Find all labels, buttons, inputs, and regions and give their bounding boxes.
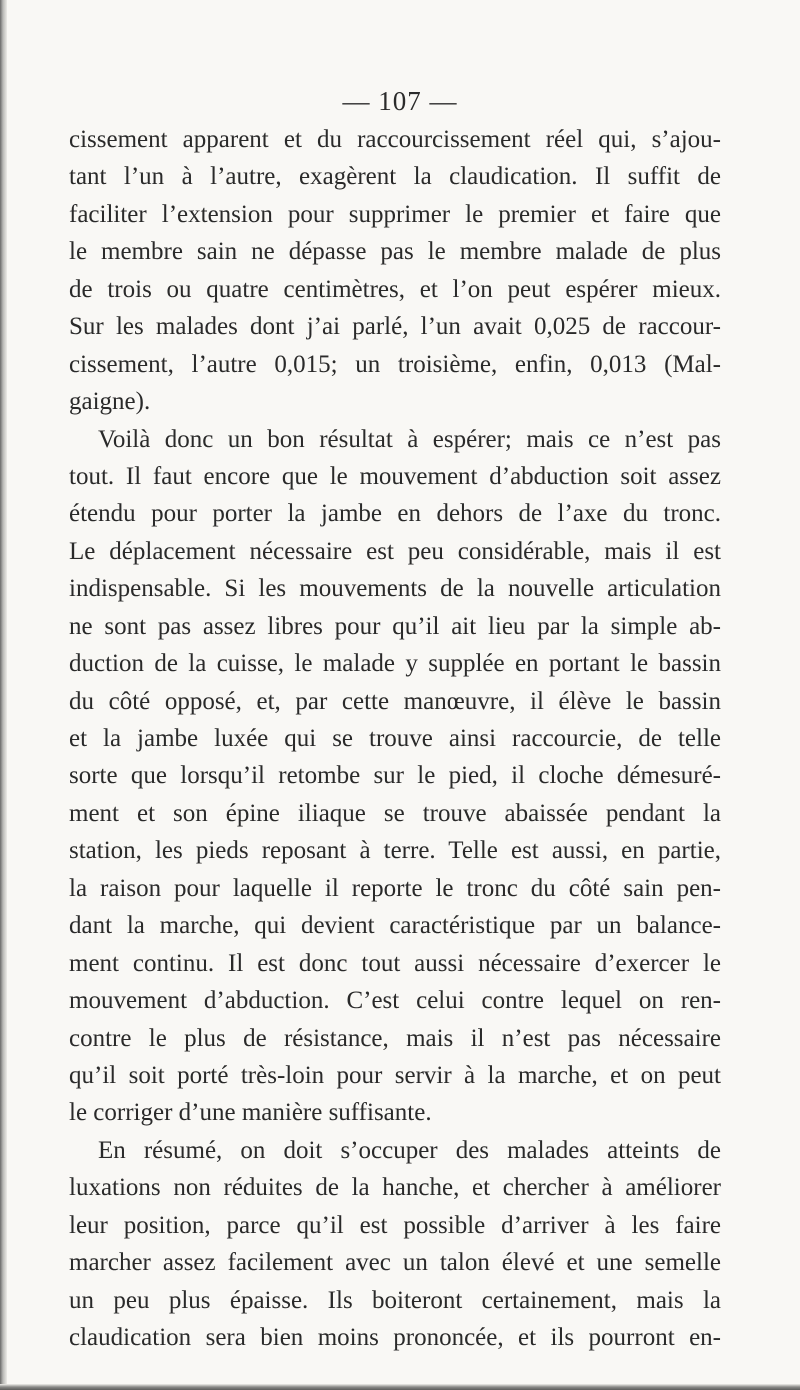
text-line: cissement apparent et du raccourcissement réel qui, s’ajou- [69, 126, 721, 153]
text-line: étendu pour porter la jambe en dehors de l’axe du tronc. [69, 500, 721, 528]
text-line: Le déplacement nécessaire est peu considérable, mais il est [69, 537, 721, 565]
text-line: un peu plus épaisse. Ils boiteront certainement, mais la [69, 1286, 721, 1314]
text-line: En résumé, on doit s’occuper des malades atteints de [98, 1136, 721, 1164]
text-line: du côté opposé, et, par cette manœuvre, il élève le bassin [69, 687, 721, 715]
text-line: qu’il soit porté très-loin pour servir à la marche, et on peut [69, 1061, 721, 1089]
text-line: et la jambe luxée qui se trouve ainsi raccourcie, de telle [69, 725, 721, 752]
text-line: contre le plus de résistance, mais il n’est pas nécessaire [69, 1024, 721, 1052]
text-line: Sur les malades dont j’ai parlé, l’un avait 0,025 de raccour- [69, 313, 721, 341]
text-line: le corriger d’une manière suffisante. [69, 1099, 432, 1127]
page-bottom-edge [0, 1384, 800, 1390]
text-line: tant l’un à l’autre, exagèrent la claudication. Il suffit de [69, 163, 721, 191]
text-line: marcher assez facilement avec un talon élevé et une semelle [69, 1249, 721, 1277]
text-line: dant la marche, qui devient caractéristique par un balance- [69, 912, 721, 940]
text-line: cissement, l’autre 0,015; un troisième, enfin, 0,013 (Mal- [69, 350, 721, 378]
text-line: claudication sera bien moins prononcée, et ils pourront en- [69, 1324, 721, 1351]
text-line: leur position, parce qu’il est possible d’arriver à les faire [69, 1211, 721, 1239]
text-line: Voilà donc un bon résultat à espérer; mais ce n’est pas [98, 425, 721, 453]
text-line: ment continu. Il est donc tout aussi nécessaire d’exercer le [69, 949, 721, 977]
text-line: luxations non réduites de la hanche, et chercher à améliorer [69, 1174, 721, 1202]
text-line: le membre sain ne dépasse pas le membre malade de plus [69, 238, 721, 266]
text-line: gaigne). [69, 388, 151, 416]
text-line: tout. Il faut encore que le mouvement d’abduction soit assez [69, 462, 721, 490]
text-line: duction de la cuisse, le malade y supplée en portant le bassin [69, 650, 721, 678]
body-text [69, 121, 721, 1356]
page-number: — 107 — [342, 86, 458, 116]
text-line: mouvement d’abduction. C’est celui contre lequel on ren- [69, 987, 721, 1015]
text-line: ne sont pas assez libres pour qu’il ait lieu par la simple ab- [69, 612, 721, 640]
text-line: indispensable. Si les mouvements de la nouvelle articulation [69, 575, 721, 603]
text-line: station, les pieds reposant à terre. Telle est aussi, en partie, [69, 837, 721, 865]
text-line: sorte que lorsqu’il retombe sur le pied, il cloche démesuré- [69, 762, 721, 790]
text-line: ment et son épine iliaque se trouve abaissée pendant la [69, 799, 721, 827]
text-line: faciliter l’extension pour supprimer le premier et faire que [69, 200, 721, 228]
page-binding-edge [0, 0, 7, 1390]
text-line: de trois ou quatre centimètres, et l’on peut espérer mieux. [69, 275, 721, 303]
text-line: la raison pour laquelle il reporte le tronc du côté sain pen- [69, 874, 721, 902]
